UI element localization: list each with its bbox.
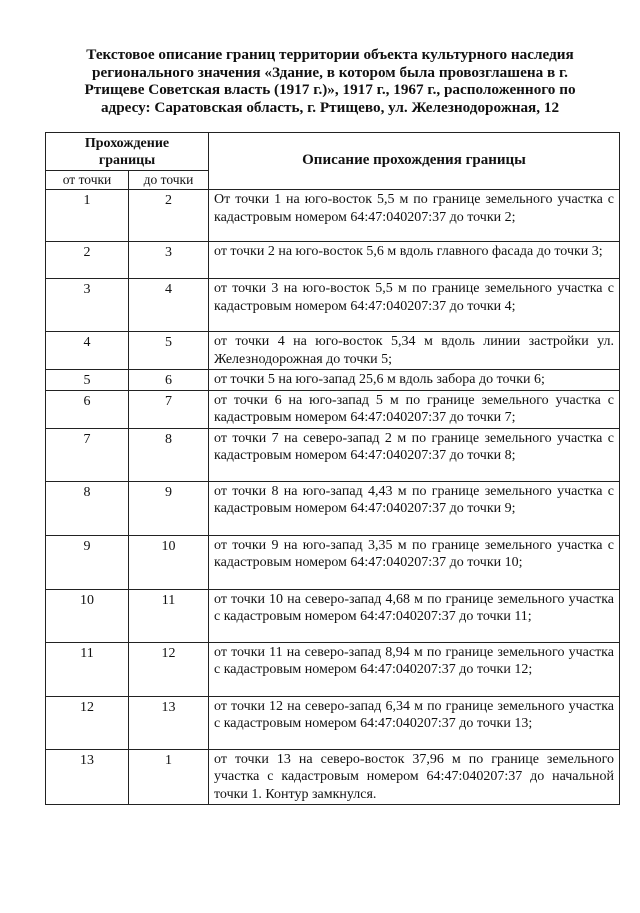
description-cell: от точки 12 на северо-запад 6,34 м по границе земельного участка с кадастровым номером 64:47:040207:37 до точки 13; xyxy=(209,696,620,749)
title-line: Ртищеве Советская власть (1917 г.)», 1917 г., 1967 г., расположенного по xyxy=(84,81,576,98)
description-header: Описание прохождения границы xyxy=(209,133,620,190)
from-point-cell: 1 xyxy=(46,190,129,242)
table-row xyxy=(46,370,620,391)
from-point-cell: 8 xyxy=(46,481,129,535)
from-point-cell: 9 xyxy=(46,535,129,589)
description-cell: от точки 4 на юго-восток 5,34 м вдоль линии застройки ул. Железнодорожная до точки 5; xyxy=(209,332,620,370)
title-line: регионального значения «Здание, в котором была провозглашена в г. xyxy=(92,63,568,81)
to-point-cell: 4 xyxy=(129,279,209,332)
to-point-cell: 3 xyxy=(129,242,209,279)
description-cell: от точки 8 на юго-запад 4,43 м по границе земельного участка с кадастровым номером 64:47:040207:37 до точки 9; xyxy=(209,481,620,535)
table-row xyxy=(46,390,620,428)
description-cell: от точки 11 на северо-запад 8,94 м по границе земельного участка с кадастровым номером 64:47:040207:37 до точки 12; xyxy=(209,642,620,696)
title-line: адресу: Саратовская область, г. Ртищево, ул. Железнодорожная, 12 xyxy=(100,98,560,116)
boundary-group-header-line1: Прохождение xyxy=(84,135,170,151)
table-row xyxy=(46,428,620,481)
to-point-cell: 10 xyxy=(129,535,209,589)
boundary-table-body xyxy=(46,190,620,805)
from-point-cell: 10 xyxy=(46,589,129,642)
title-line: Текстовое описание границ территории объекта культурного наследия xyxy=(86,46,574,63)
description-cell: от точки 9 на юго-запад 3,35 м по границе земельного участка с кадастровым номером 64:47:040207:37 до точки 10; xyxy=(209,535,620,589)
from-point-cell: 2 xyxy=(46,242,129,279)
boundary-table xyxy=(45,132,620,805)
to-point-cell: 11 xyxy=(129,589,209,642)
table-row xyxy=(46,589,620,642)
from-point-cell: 4 xyxy=(46,332,129,370)
to-point-cell: 6 xyxy=(129,370,209,391)
description-cell: от точки 3 на юго-восток 5,5 м по границе земельного участка с кадастровым номером 64:47:040207:37 до точки 4; xyxy=(209,279,620,332)
from-point-cell: 11 xyxy=(46,642,129,696)
table-row xyxy=(46,642,620,696)
table-row xyxy=(46,535,620,589)
from-point-cell: 13 xyxy=(46,749,129,805)
from-point-cell: 3 xyxy=(46,279,129,332)
description-cell: от точки 6 на юго-запад 5 м по границе земельного участка с кадастровым номером 64:47:040207:37 до точки 7; xyxy=(209,390,620,428)
description-cell: от точки 2 на юго-восток 5,6 м вдоль главного фасада до точки 3; xyxy=(209,242,620,279)
to-point-cell: 13 xyxy=(129,696,209,749)
from-point-header: от точки xyxy=(46,171,129,190)
table-row xyxy=(46,332,620,370)
table-row xyxy=(46,696,620,749)
to-point-cell: 2 xyxy=(129,190,209,242)
to-point-cell: 8 xyxy=(129,428,209,481)
to-point-header: до точки xyxy=(129,171,209,190)
to-point-cell: 9 xyxy=(129,481,209,535)
to-point-cell: 12 xyxy=(129,642,209,696)
table-row xyxy=(46,749,620,805)
table-row xyxy=(46,279,620,332)
from-point-cell: 6 xyxy=(46,390,129,428)
description-cell: от точки 7 на северо-запад 2 м по границе земельного участка с кадастровым номером 64:47:040207:37 до точки 8; xyxy=(209,428,620,481)
from-point-cell: 12 xyxy=(46,696,129,749)
document-title xyxy=(70,46,590,116)
to-point-cell: 5 xyxy=(129,332,209,370)
from-point-cell: 7 xyxy=(46,428,129,481)
from-point-cell: 5 xyxy=(46,370,129,391)
description-cell: от точки 5 на юго-запад 25,6 м вдоль забора до точки 6; xyxy=(209,370,620,391)
table-row xyxy=(46,190,620,242)
to-point-cell: 7 xyxy=(129,390,209,428)
description-cell: от точки 13 на северо-восток 37,96 м по границе земельного участка с кадастровым номером 64:47:040207:37 до начальной точки 1. Контур замкнулся. xyxy=(209,749,620,805)
boundary-group-header-line2: границы xyxy=(98,152,156,168)
description-cell: от точки 10 на северо-запад 4,68 м по границе земельного участка с кадастровым номером 64:47:040207:37 до точки 11; xyxy=(209,589,620,642)
description-cell: От точки 1 на юго-восток 5,5 м по границе земельного участка с кадастровым номером 64:47:040207:37 до точки 2; xyxy=(209,190,620,242)
boundary-group-header xyxy=(46,133,209,171)
to-point-cell: 1 xyxy=(129,749,209,805)
table-row xyxy=(46,481,620,535)
table-row xyxy=(46,242,620,279)
